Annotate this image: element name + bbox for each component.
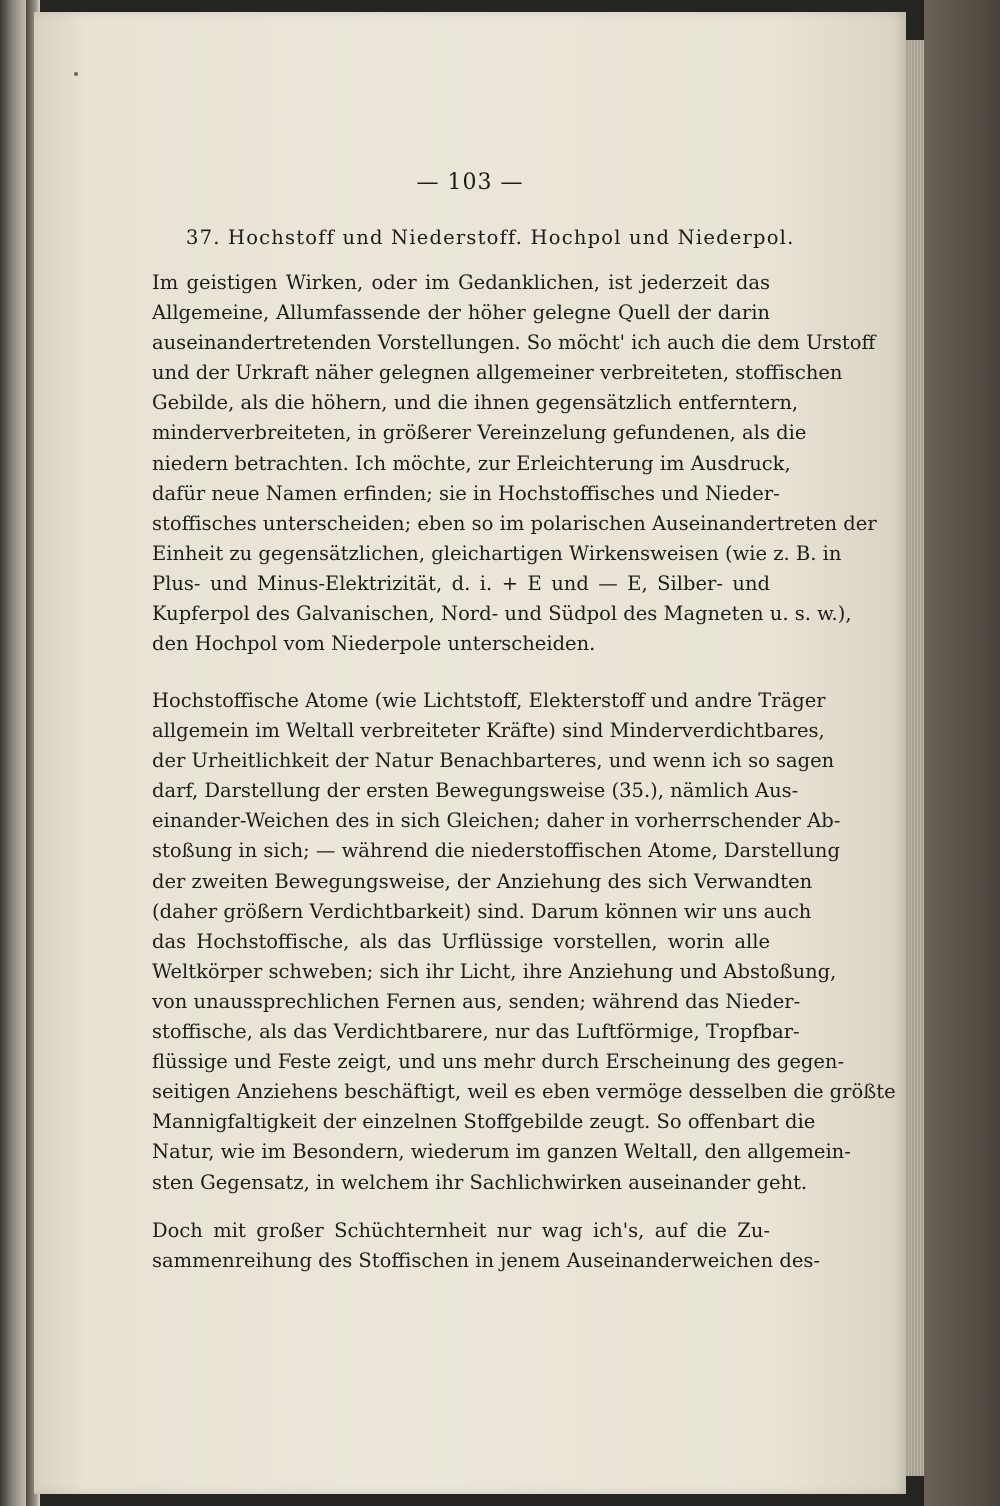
text-line: von unaussprechlichen Fernen aus, senden; während das Nieder-: [152, 989, 801, 1013]
text-line: einander-Weichen des in sich Gleichen; daher in vorherrschender Ab-: [152, 809, 841, 833]
page-block-edges: [904, 40, 926, 1476]
text-line: Im geistigen Wirken, oder im Gedanklichen, ist jederzeit das: [152, 271, 770, 294]
text-line: auseinandertretenden Vorstellungen. So möcht' ich auch die dem Urstoff: [152, 331, 876, 355]
text-line: flüssige und Feste zeigt, und uns mehr durch Erscheinung des gegen-: [152, 1050, 845, 1074]
text-line: dafür neue Namen erfinden; sie in Hochstoffisches und Nieder-: [152, 481, 780, 505]
book-page: [34, 12, 906, 1494]
text-line: Weltkörper schweben; sich ihr Licht, ihre Anziehung und Abstoßung,: [152, 959, 837, 983]
text-line: darf, Darstellung der ersten Bewegungsweise (35.), nämlich Aus-: [152, 779, 799, 803]
book-cover-edge: [924, 0, 1000, 1506]
left-page-edge: [0, 0, 28, 1506]
text-line: Gebilde, als die höhern, und die ihnen gegensätzlich entferntern,: [152, 391, 799, 415]
text-line: Hochstoffische Atome (wie Lichtstoff, Elekterstoff und andre Träger: [152, 689, 826, 712]
text-line: stoffisches unterscheiden; eben so im polarischen Auseinandertreten der: [152, 511, 877, 535]
text-line: niedern betrachten. Ich möchte, zur Erleichterung im Ausdruck,: [152, 451, 791, 475]
text-line: das Hochstoffische, als das Urflüssige vorstellen, worin alle: [152, 929, 770, 953]
section-heading: 37. Hochstoff und Niederstoff. Hochpol und Niederpol.: [186, 226, 795, 249]
paragraph-2: [152, 686, 896, 1198]
text-line: seitigen Anziehens beschäftigt, weil es eben vermöge desselben die größte: [152, 1080, 896, 1104]
text-line: stoßung in sich; — während die niederstoffischen Atome, Darstellung: [152, 839, 840, 863]
text-line: der zweiten Bewegungsweise, der Anziehung des sich Verwandten: [152, 869, 813, 893]
paragraph-1: [152, 268, 877, 659]
page-number: — 103 —: [416, 170, 524, 195]
text-line: der Urheitlichkeit der Natur Benachbarteres, und wenn ich so sagen: [152, 749, 835, 773]
text-line: Allgemeine, Allumfassende der höher gelegne Quell der darin: [152, 301, 770, 325]
paragraph-3: [152, 1216, 820, 1276]
text-line: und der Urkraft näher gelegnen allgemeiner verbreiteten, stoffischen: [152, 361, 843, 385]
text-line: allgemein im Weltall verbreiteter Kräfte) sind Minderverdichtbares,: [152, 719, 825, 743]
text-line: minderverbreiteten, in größerer Vereinzelung gefundenen, als die: [152, 421, 807, 445]
text-line: stoffische, als das Verdichtbarere, nur das Luftförmige, Tropfbar-: [152, 1020, 800, 1044]
text-line: Doch mit großer Schüchternheit nur wag ich's, auf die Zu-: [152, 1219, 770, 1242]
text-line: Mannigfaltigkeit der einzelnen Stoffgebilde zeugt. So offenbart die: [152, 1110, 816, 1134]
text-line: sten Gegensatz, in welchem ihr Sachlichwirken auseinander geht.: [152, 1170, 808, 1194]
text-line: Natur, wie im Besondern, wiederum im ganzen Weltall, den allgemein-: [152, 1140, 851, 1164]
paper-speck: [74, 72, 78, 76]
text-line: den Hochpol vom Niederpole unterscheiden.: [152, 632, 596, 656]
text-line: Einheit zu gegensätzlichen, gleichartigen Wirkensweisen (wie z. B. in: [152, 541, 842, 565]
text-line: (daher größern Verdichtbarkeit) sind. Darum können wir uns auch: [152, 899, 812, 923]
text-line: Plus- und Minus-Elektrizität, d. i. + E und — E, Silber- und: [152, 571, 770, 595]
text-line: Kupferpol des Galvanischen, Nord- und Südpol des Magneten u. s. w.),: [152, 602, 852, 626]
text-line: sammenreihung des Stoffischen in jenem Auseinanderweichen des-: [152, 1249, 820, 1273]
